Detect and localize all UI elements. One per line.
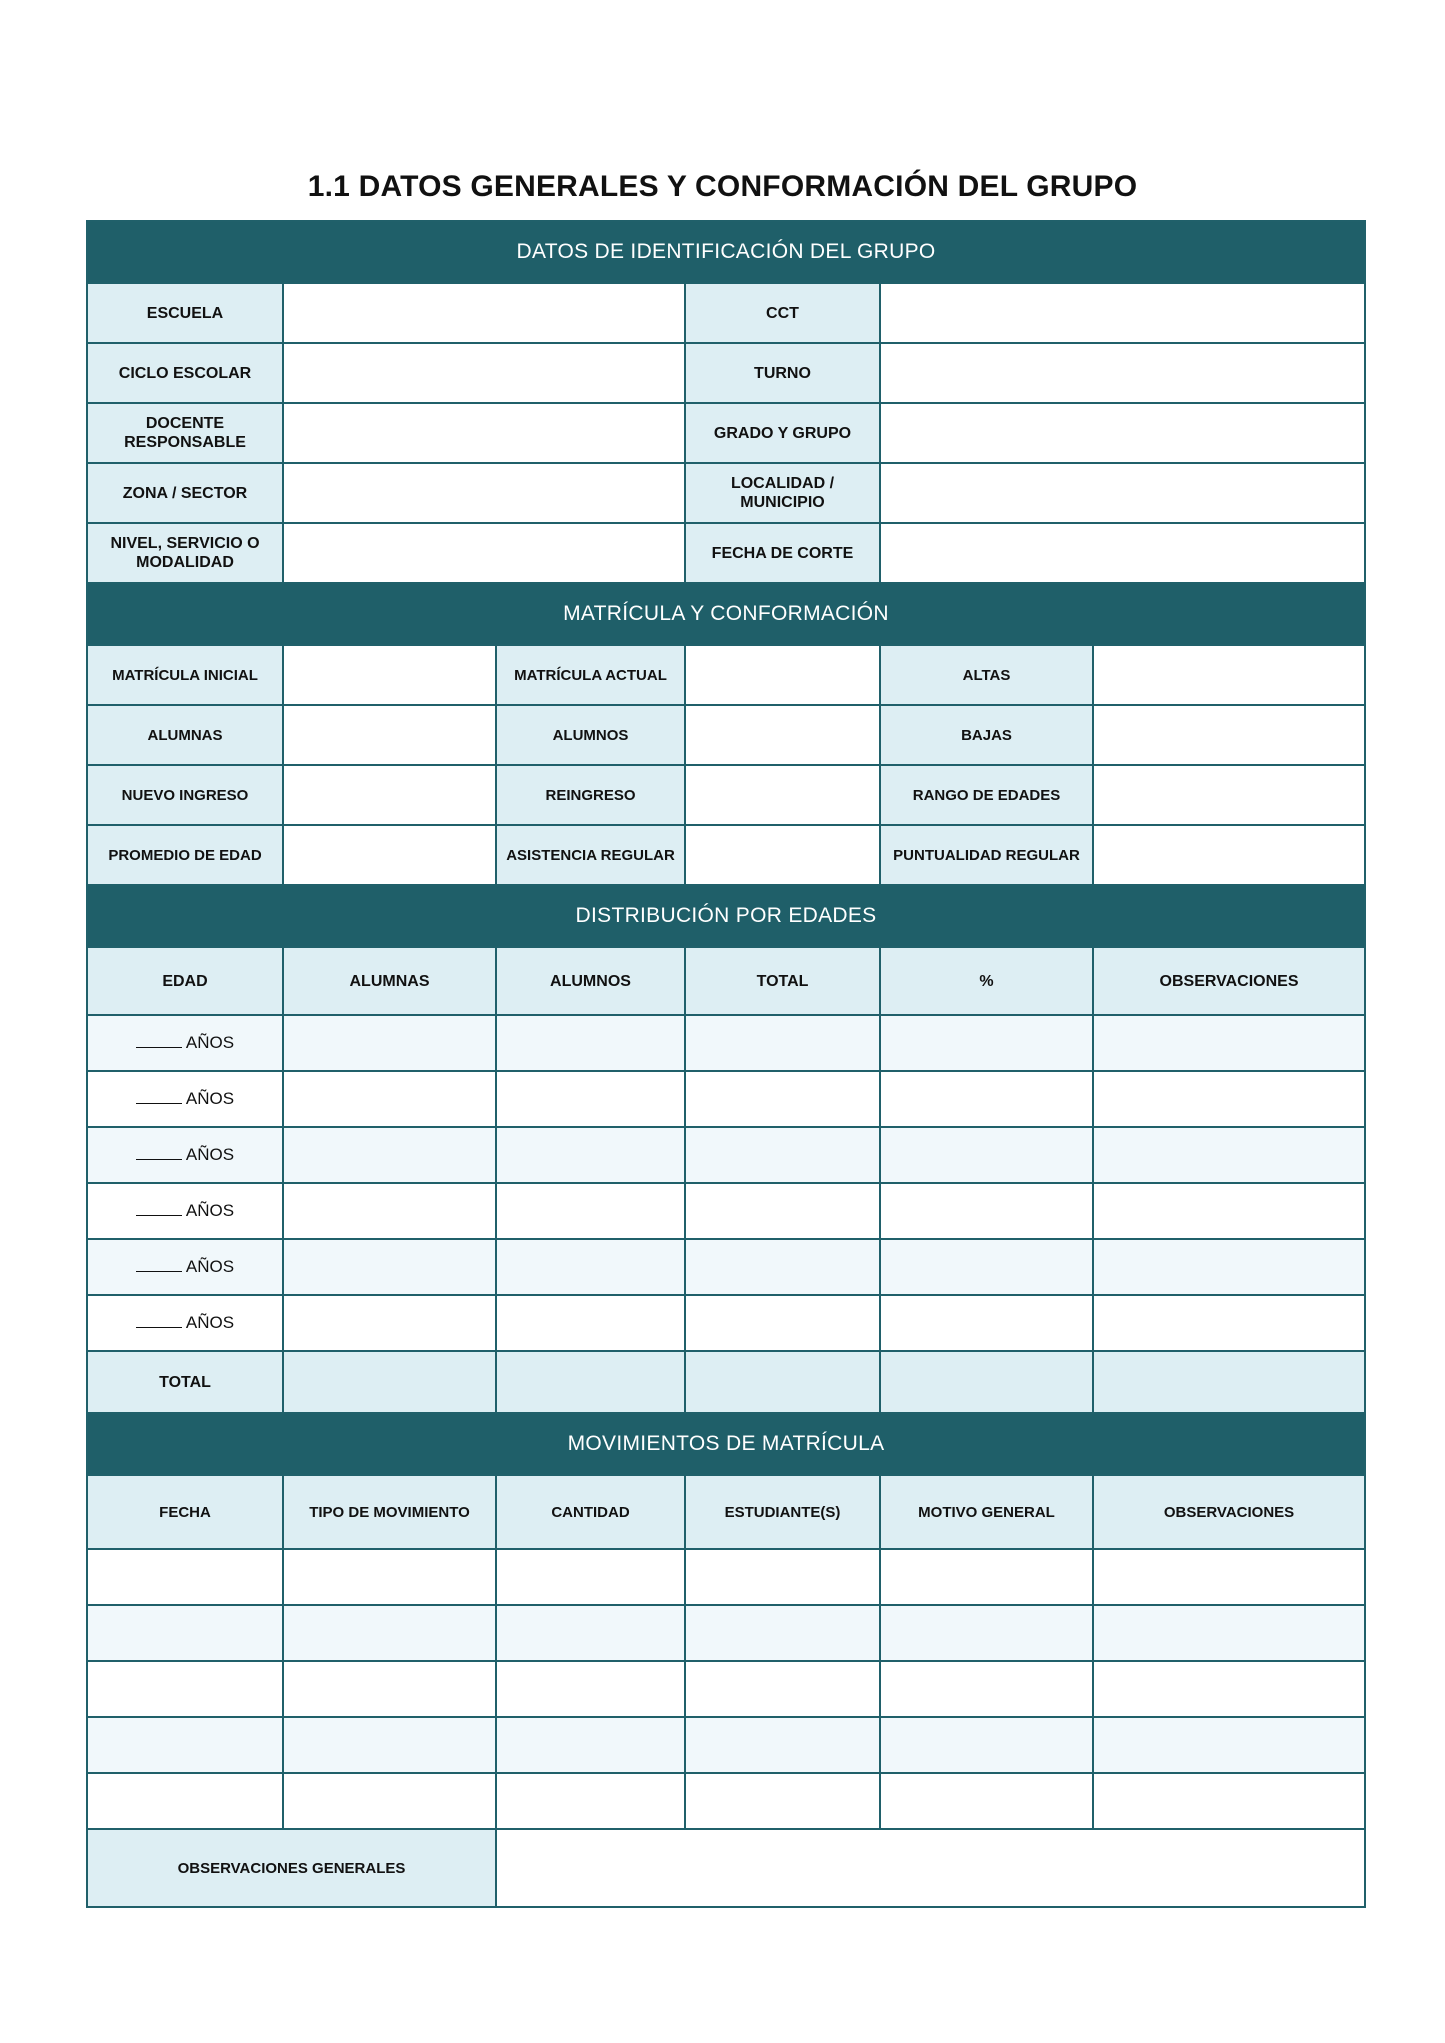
column-header: ALUMNOS (496, 947, 685, 1015)
field-nuevo-ingreso[interactable] (283, 765, 496, 825)
table-cell[interactable] (1093, 1549, 1365, 1605)
label-escuela: ESCUELA (87, 283, 283, 343)
table-cell[interactable] (1093, 1605, 1365, 1661)
table-cell[interactable] (685, 1549, 880, 1605)
total-cell[interactable] (283, 1351, 496, 1413)
field-promedio-edad[interactable] (283, 825, 496, 885)
table-cell[interactable] (880, 1549, 1093, 1605)
table-row (87, 1127, 1365, 1183)
table-cell[interactable] (1093, 1239, 1365, 1295)
table-cell[interactable] (283, 1549, 496, 1605)
column-header: CANTIDAD (496, 1475, 685, 1549)
label-nivel-servicio: NIVEL, SERVICIO O MODALIDAD (87, 523, 283, 583)
table-cell[interactable] (87, 1773, 283, 1829)
table-cell[interactable] (1093, 1071, 1365, 1127)
table-cell[interactable] (87, 1661, 283, 1717)
table-cell[interactable] (496, 1015, 685, 1071)
column-header: TIPO DE MOVIMIENTO (283, 1475, 496, 1549)
table-cell[interactable] (283, 1661, 496, 1717)
table-cell[interactable] (283, 1717, 496, 1773)
column-header: ALUMNAS (283, 947, 496, 1015)
edad-cell[interactable]: AÑOS (87, 1295, 283, 1351)
table-cell[interactable] (283, 1295, 496, 1351)
field-turno[interactable] (880, 343, 1365, 403)
table-cell[interactable] (1093, 1127, 1365, 1183)
table-cell[interactable] (283, 1183, 496, 1239)
table-cell[interactable] (496, 1295, 685, 1351)
label-fecha-corte: FECHA DE CORTE (685, 523, 880, 583)
label-cct: CCT (685, 283, 880, 343)
label-nuevo-ingreso: NUEVO INGRESO (87, 765, 283, 825)
edad-cell[interactable]: AÑOS (87, 1239, 283, 1295)
total-cell[interactable] (685, 1351, 880, 1413)
field-cct[interactable] (880, 283, 1365, 343)
field-rango-edades[interactable] (1093, 765, 1365, 825)
column-header: ESTUDIANTE(S) (685, 1475, 880, 1549)
table-cell[interactable] (880, 1239, 1093, 1295)
label-puntualidad-regular: PUNTUALIDAD REGULAR (880, 825, 1093, 885)
field-nivel-servicio[interactable] (283, 523, 685, 583)
table-cell[interactable] (1093, 1183, 1365, 1239)
table-row (87, 1295, 1365, 1351)
section-header-movimientos: MOVIMIENTOS DE MATRÍCULA (87, 1413, 1365, 1475)
table-cell[interactable] (880, 1661, 1093, 1717)
table-cell[interactable] (283, 1015, 496, 1071)
table-cell[interactable] (1093, 1717, 1365, 1773)
field-grado-grupo[interactable] (880, 403, 1365, 463)
field-reingreso[interactable] (685, 765, 880, 825)
column-header: % (880, 947, 1093, 1015)
table-cell[interactable] (685, 1239, 880, 1295)
label-turno: TURNO (685, 343, 880, 403)
table-cell[interactable] (496, 1717, 685, 1773)
table-row (87, 1661, 1365, 1717)
field-zona-sector[interactable] (283, 463, 685, 523)
label-localidad-municipio: LOCALIDAD / MUNICIPIO (685, 463, 880, 523)
label-total: TOTAL (87, 1351, 283, 1413)
table-row (87, 1015, 1365, 1071)
table-cell[interactable] (496, 1239, 685, 1295)
table-row (87, 1605, 1365, 1661)
field-observaciones-generales[interactable] (496, 1829, 1365, 1907)
table-cell[interactable] (685, 1773, 880, 1829)
table-cell[interactable] (685, 1015, 880, 1071)
section-header-matricula: MATRÍCULA Y CONFORMACIÓN (87, 583, 1365, 645)
edad-cell[interactable]: AÑOS (87, 1127, 283, 1183)
table-cell[interactable] (880, 1717, 1093, 1773)
field-alumnos[interactable] (685, 705, 880, 765)
table-cell[interactable] (496, 1549, 685, 1605)
form-table (86, 220, 1366, 1908)
table-cell[interactable] (283, 1773, 496, 1829)
table-cell[interactable] (1093, 1773, 1365, 1829)
label-altas: ALTAS (880, 645, 1093, 705)
label-grado-grupo: GRADO Y GRUPO (685, 403, 880, 463)
table-row (87, 1239, 1365, 1295)
label-docente-responsable: DOCENTE RESPONSABLE (87, 403, 283, 463)
field-bajas[interactable] (1093, 705, 1365, 765)
label-rango-edades: RANGO DE EDADES (880, 765, 1093, 825)
column-header: MOTIVO GENERAL (880, 1475, 1093, 1549)
label-zona-sector: ZONA / SECTOR (87, 463, 283, 523)
field-altas[interactable] (1093, 645, 1365, 705)
page-title: 1.1 DATOS GENERALES Y CONFORMACIÓN DEL GRUPO (307, 170, 1138, 203)
table-cell[interactable] (87, 1549, 283, 1605)
table-cell[interactable] (685, 1661, 880, 1717)
table-cell[interactable] (87, 1605, 283, 1661)
total-row (87, 1351, 1365, 1413)
table-cell[interactable] (496, 1661, 685, 1717)
section-header-identificacion: DATOS DE IDENTIFICACIÓN DEL GRUPO (87, 221, 1365, 283)
column-header: OBSERVACIONES (1093, 1475, 1365, 1549)
field-escuela[interactable] (283, 283, 685, 343)
table-cell[interactable] (880, 1295, 1093, 1351)
field-docente-responsable[interactable] (283, 403, 685, 463)
table-cell[interactable] (496, 1605, 685, 1661)
table-cell[interactable] (496, 1773, 685, 1829)
table-row (87, 1183, 1365, 1239)
label-ciclo-escolar: CICLO ESCOLAR (87, 343, 283, 403)
label-promedio-edad: PROMEDIO DE EDAD (87, 825, 283, 885)
table-cell[interactable] (1093, 1661, 1365, 1717)
table-cell[interactable] (283, 1127, 496, 1183)
field-matricula-inicial[interactable] (283, 645, 496, 705)
table-cell[interactable] (685, 1717, 880, 1773)
edad-cell[interactable]: AÑOS (87, 1183, 283, 1239)
table-cell[interactable] (685, 1605, 880, 1661)
field-localidad-municipio[interactable] (880, 463, 1365, 523)
edad-cell[interactable]: AÑOS (87, 1071, 283, 1127)
column-header: EDAD (87, 947, 283, 1015)
table-cell[interactable] (685, 1295, 880, 1351)
label-matricula-actual: MATRÍCULA ACTUAL (496, 645, 685, 705)
table-cell[interactable] (880, 1015, 1093, 1071)
total-cell[interactable] (496, 1351, 685, 1413)
table-cell[interactable] (1093, 1015, 1365, 1071)
table-cell[interactable] (685, 1071, 880, 1127)
table-cell[interactable] (496, 1183, 685, 1239)
label-alumnas: ALUMNAS (87, 705, 283, 765)
table-row (87, 1071, 1365, 1127)
table-cell[interactable] (496, 1127, 685, 1183)
table-cell[interactable] (880, 1127, 1093, 1183)
table-row (87, 1773, 1365, 1829)
label-bajas: BAJAS (880, 705, 1093, 765)
table-cell[interactable] (685, 1183, 880, 1239)
field-ciclo-escolar[interactable] (283, 343, 685, 403)
table-cell[interactable] (283, 1605, 496, 1661)
label-matricula-inicial: MATRÍCULA INICIAL (87, 645, 283, 705)
table-cell[interactable] (283, 1239, 496, 1295)
field-asistencia-regular[interactable] (685, 825, 880, 885)
table-cell[interactable] (880, 1605, 1093, 1661)
label-asistencia-regular: ASISTENCIA REGULAR (496, 825, 685, 885)
label-reingreso: REINGRESO (496, 765, 685, 825)
table-cell[interactable] (880, 1773, 1093, 1829)
label-observaciones-generales: OBSERVACIONES GENERALES (87, 1829, 496, 1907)
table-cell[interactable] (880, 1071, 1093, 1127)
table-cell[interactable] (880, 1183, 1093, 1239)
label-alumnos: ALUMNOS (496, 705, 685, 765)
field-fecha-corte[interactable] (880, 523, 1365, 583)
field-puntualidad-regular[interactable] (1093, 825, 1365, 885)
table-cell[interactable] (496, 1071, 685, 1127)
table-cell[interactable] (283, 1071, 496, 1127)
table-cell[interactable] (685, 1127, 880, 1183)
total-cell[interactable] (1093, 1351, 1365, 1413)
table-cell[interactable] (1093, 1295, 1365, 1351)
table-row (87, 1717, 1365, 1773)
column-header: OBSERVACIONES (1093, 947, 1365, 1015)
section-header-edades: DISTRIBUCIÓN POR EDADES (87, 885, 1365, 947)
table-row (87, 1549, 1365, 1605)
total-cell[interactable] (880, 1351, 1093, 1413)
field-alumnas[interactable] (283, 705, 496, 765)
column-header: FECHA (87, 1475, 283, 1549)
column-header: TOTAL (685, 947, 880, 1015)
edad-cell[interactable]: AÑOS (87, 1015, 283, 1071)
table-cell[interactable] (87, 1717, 283, 1773)
field-matricula-actual[interactable] (685, 645, 880, 705)
